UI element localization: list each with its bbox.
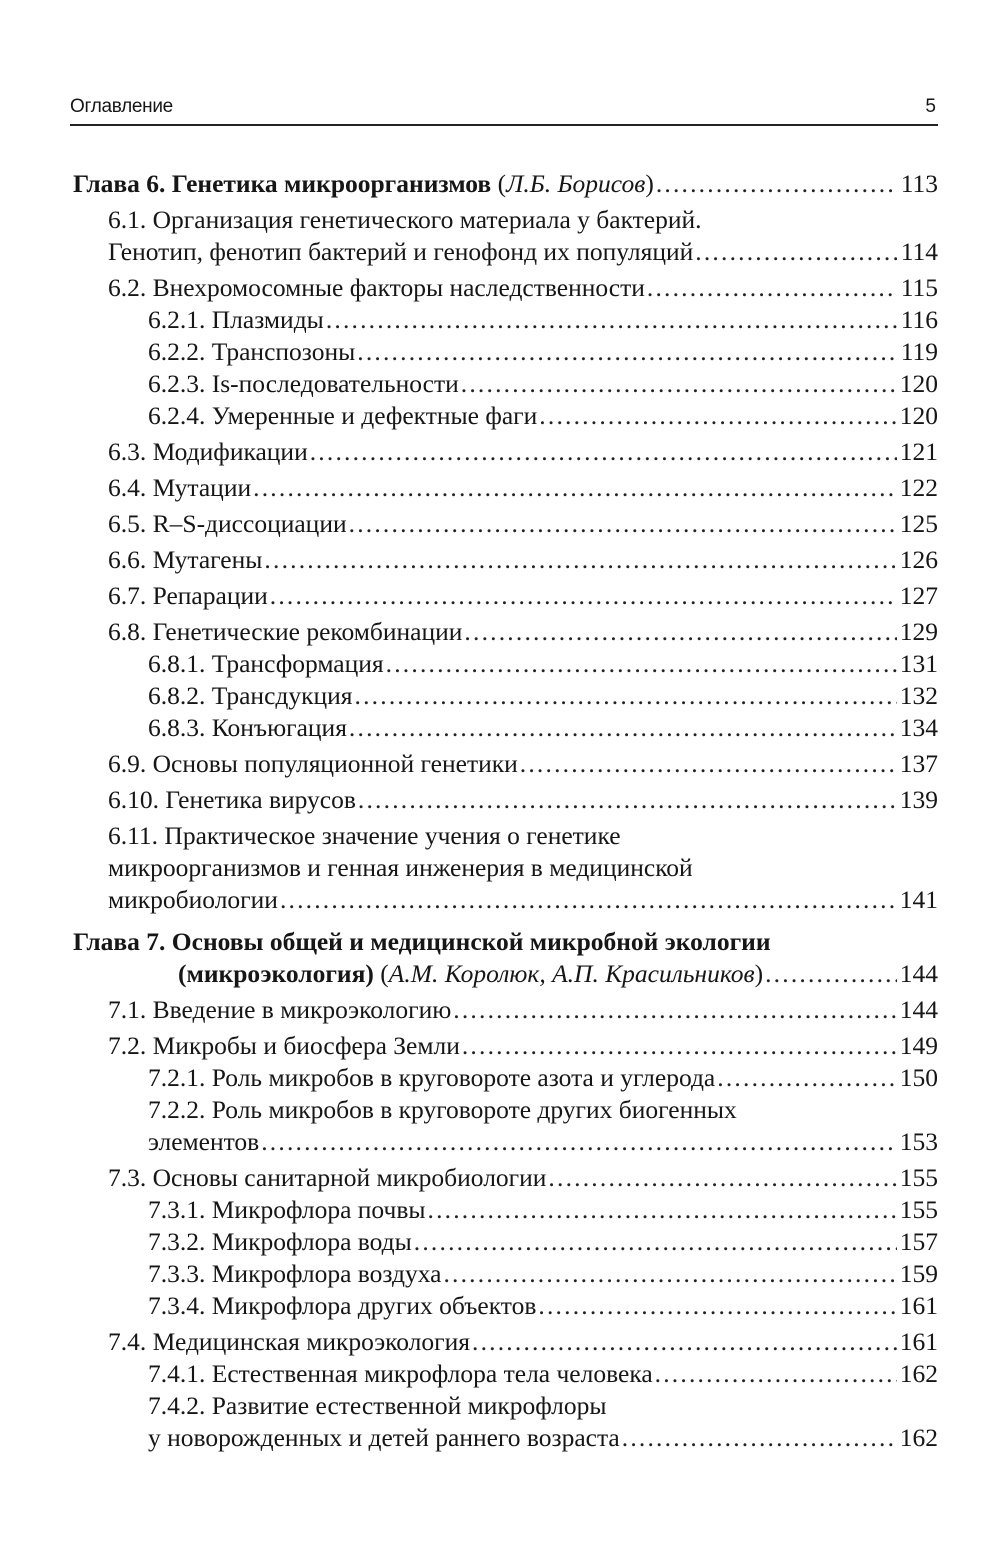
- toc-entry-6-8-3[interactable]: [0, 712, 938, 744]
- toc-entry-6-11[interactable]: [0, 884, 938, 916]
- toc-chapter-6[interactable]: Глава 6. Генетика микроорганизмов (Л.Б. Борисов) ..... 113: [0, 168, 938, 200]
- page-number: 161: [899, 1327, 938, 1356]
- page-number: 161: [899, 1291, 938, 1320]
- toc-entry-6-6[interactable]: [0, 544, 938, 576]
- chapter-title-cont: (микроэкология): [178, 959, 374, 988]
- dot-leader: [461, 368, 897, 400]
- entry-label: 6.11. Практическое значение учения о генетике: [108, 821, 621, 850]
- entry-label: 6.8.2. Трансдукция: [148, 681, 353, 710]
- entry-label: 7.4.1. Естественная микрофлора тела человека: [148, 1359, 653, 1388]
- entry-label: 6.4. Мутации: [108, 473, 252, 502]
- entry-label: 7.3.3. Микрофлора воздуха: [148, 1259, 442, 1288]
- toc-entry-7-4[interactable]: [0, 1326, 938, 1358]
- entry-label: 7.3.2. Микрофлора воды: [148, 1227, 412, 1256]
- page-number: 113: [900, 169, 938, 198]
- page-number: 134: [899, 713, 938, 742]
- dot-leader: [462, 1030, 897, 1062]
- chapter-authors: А.М. Королюк, А.П. Красильников: [388, 959, 755, 988]
- dot-leader: [765, 958, 897, 990]
- dot-leader: [622, 1422, 897, 1454]
- entry-label: микробиологии: [108, 885, 278, 914]
- dot-leader: [443, 1258, 896, 1290]
- toc-entry-6-1-line1[interactable]: [0, 204, 938, 236]
- page-number: 157: [899, 1227, 938, 1256]
- entry-label: 6.5. R–S-диссоциации: [108, 509, 347, 538]
- entry-label: 6.2.4. Умеренные и дефектные фаги: [148, 401, 538, 430]
- toc-entry-7-4-2[interactable]: [0, 1422, 938, 1454]
- dot-leader: [326, 304, 897, 336]
- dot-leader: [349, 508, 897, 540]
- dot-leader: [358, 784, 897, 816]
- entry-label: 7.1. Введение в микроэкологию: [108, 995, 452, 1024]
- page-number: 149: [899, 1031, 938, 1060]
- toc-entry-6-5[interactable]: [0, 508, 938, 540]
- entry-label: 7.2. Микробы и биосфера Земли: [108, 1031, 460, 1060]
- toc-entry-6-2-2[interactable]: [0, 336, 938, 368]
- dot-leader: [538, 1290, 896, 1322]
- toc-entry-7-3[interactable]: [0, 1162, 938, 1194]
- running-header: [70, 90, 938, 126]
- toc-entry-7-3-4[interactable]: [0, 1290, 938, 1322]
- entry-label: у новорожденных и детей раннего возраста: [148, 1423, 620, 1452]
- toc-entry-6-11-line2[interactable]: [0, 852, 938, 884]
- page-number: 144: [899, 959, 938, 988]
- dot-leader: [472, 1326, 897, 1358]
- toc-chapter-7-line1[interactable]: [0, 926, 938, 958]
- page-number: 127: [899, 581, 938, 610]
- entry-label: 7.3. Основы санитарной микробиологии: [108, 1163, 547, 1192]
- page-number: 114: [900, 237, 938, 266]
- toc-entry-6-10[interactable]: [0, 784, 938, 816]
- entry-label: 6.2.1. Плазмиды: [148, 305, 324, 334]
- dot-leader: [520, 748, 897, 780]
- entry-label: 6.1. Организация генетического материала у бактерий.: [108, 205, 702, 234]
- dot-leader: [414, 1226, 897, 1258]
- page-number: 119: [900, 337, 938, 366]
- toc-entry-7-4-1[interactable]: [0, 1358, 938, 1390]
- dot-leader: [264, 544, 896, 576]
- page-number: 159: [899, 1259, 938, 1288]
- chapter-title: Глава 7. Основы общей и медицинской микробной экологии: [73, 927, 771, 956]
- entry-label: 7.2.1. Роль микробов в круговороте азота и углерода: [148, 1063, 716, 1092]
- page-number: 155: [899, 1195, 938, 1224]
- toc-entry-6-11-line1[interactable]: [0, 820, 938, 852]
- entry-label: 7.2.2. Роль микробов в круговороте других биогенных: [148, 1095, 737, 1124]
- page-number: 139: [899, 785, 938, 814]
- dot-leader: [647, 272, 897, 304]
- dot-leader: [310, 436, 897, 468]
- page-number: 115: [900, 273, 938, 302]
- entry-label: элементов: [148, 1127, 260, 1156]
- dot-leader: [548, 1162, 896, 1194]
- dot-leader: [695, 236, 897, 268]
- page-number: 162: [899, 1359, 938, 1388]
- page-number: 150: [899, 1063, 938, 1092]
- dot-leader: [261, 1126, 897, 1158]
- dot-leader: [453, 994, 896, 1026]
- entry-label: 6.8.3. Конъюгация: [148, 713, 347, 742]
- entry-label: 6.3. Модификации: [108, 437, 308, 466]
- toc-entry-7-2-2[interactable]: [0, 1126, 938, 1158]
- toc-entry-6-8-1[interactable]: [0, 648, 938, 680]
- entry-label: 6.8. Генетические рекомбинации: [108, 617, 463, 646]
- entry-label: 7.3.1. Микрофлора почвы: [148, 1195, 426, 1224]
- dot-leader: [270, 580, 897, 612]
- dot-leader: [355, 680, 897, 712]
- dot-leader: [349, 712, 897, 744]
- toc-entry-6-2-3[interactable]: [0, 368, 938, 400]
- header-section-title: Оглавление: [70, 96, 173, 117]
- page-number: 131: [899, 649, 938, 678]
- dot-leader: [357, 336, 897, 368]
- chapter-authors: Л.Б. Борисов: [506, 169, 646, 198]
- dot-leader: [464, 616, 896, 648]
- page-number: 162: [899, 1423, 938, 1452]
- page-number: 120: [899, 401, 938, 430]
- toc-entry-7-2-1[interactable]: [0, 1062, 938, 1094]
- entry-label: микроорганизмов и генная инженерия в медицинской: [108, 853, 693, 882]
- page-number: 120: [899, 369, 938, 398]
- toc-entry-7-4-2-line1[interactable]: [0, 1390, 938, 1422]
- header-page-number: 5: [925, 96, 936, 117]
- page-number: 126: [899, 545, 938, 574]
- page-number: 125: [899, 509, 938, 538]
- entry-label: 6.7. Репарации: [108, 581, 268, 610]
- dot-leader: [253, 472, 897, 504]
- dot-leader: [428, 1194, 897, 1226]
- toc-entry-6-9[interactable]: [0, 748, 938, 780]
- entry-label: 6.6. Мутагены: [108, 545, 263, 574]
- entry-label: 7.4.2. Развитие естественной микрофлоры: [148, 1391, 607, 1420]
- page-number: 122: [899, 473, 938, 502]
- toc-entry-7-2-2-line1[interactable]: [0, 1094, 938, 1126]
- page-number: 153: [899, 1127, 938, 1156]
- toc-entry-7-2[interactable]: [0, 1030, 938, 1062]
- toc-entry-6-8-2[interactable]: [0, 680, 938, 712]
- toc-entry-7-3-2[interactable]: [0, 1226, 938, 1258]
- entry-label: 6.8.1. Трансформация: [148, 649, 384, 678]
- page-number: 132: [899, 681, 938, 710]
- page-number: 121: [899, 437, 938, 466]
- entry-label: 6.9. Основы популяционной генетики: [108, 749, 518, 778]
- dot-leader: [280, 884, 897, 916]
- chapter-title: Глава 6. Генетика микроорганизмов: [73, 169, 492, 198]
- toc-entry-6-4[interactable]: [0, 472, 938, 504]
- dot-leader: [655, 1358, 897, 1390]
- entry-label: Генотип, фенотип бактерий и генофонд их популяций: [108, 237, 694, 266]
- entry-label: 7.3.4. Микрофлора других объектов: [148, 1291, 537, 1320]
- toc-entry-6-2-1[interactable]: [0, 304, 938, 336]
- toc-entry-6-3[interactable]: [0, 436, 938, 468]
- dot-leader: [717, 1062, 896, 1094]
- entry-label: 6.10. Генетика вирусов: [108, 785, 356, 814]
- entry-label: 6.2.3. Is-последовательности: [148, 369, 459, 398]
- page-number: 129: [899, 617, 938, 646]
- page-number: 141: [899, 885, 938, 914]
- dot-leader: [656, 168, 897, 200]
- toc-entry-6-2-4[interactable]: [0, 400, 938, 432]
- page-number: 116: [900, 305, 938, 334]
- toc-entry-7-1[interactable]: [0, 994, 938, 1026]
- table-of-contents: [0, 168, 1000, 1454]
- toc-entry-6-7[interactable]: [0, 580, 938, 612]
- page-number: 155: [899, 1163, 938, 1192]
- dot-leader: [386, 648, 897, 680]
- toc-entry-6-1[interactable]: [0, 236, 938, 268]
- toc-entry-7-3-3[interactable]: [0, 1258, 938, 1290]
- entry-label: 6.2.2. Транспозоны: [148, 337, 356, 366]
- entry-label: 7.4. Медицинская микроэкология: [108, 1327, 470, 1356]
- toc-entry-6-2[interactable]: [0, 272, 938, 304]
- toc-entry-6-8[interactable]: [0, 616, 938, 648]
- toc-entry-7-3-1[interactable]: [0, 1194, 938, 1226]
- entry-label: 6.2. Внехромосомные факторы наследственности: [108, 273, 645, 302]
- page-number: 144: [899, 995, 938, 1024]
- dot-leader: [539, 400, 896, 432]
- toc-chapter-7[interactable]: (микроэкология) (А.М. Королюк, А.П. Красильников) ..... 144: [0, 958, 938, 990]
- page-number: 137: [899, 749, 938, 778]
